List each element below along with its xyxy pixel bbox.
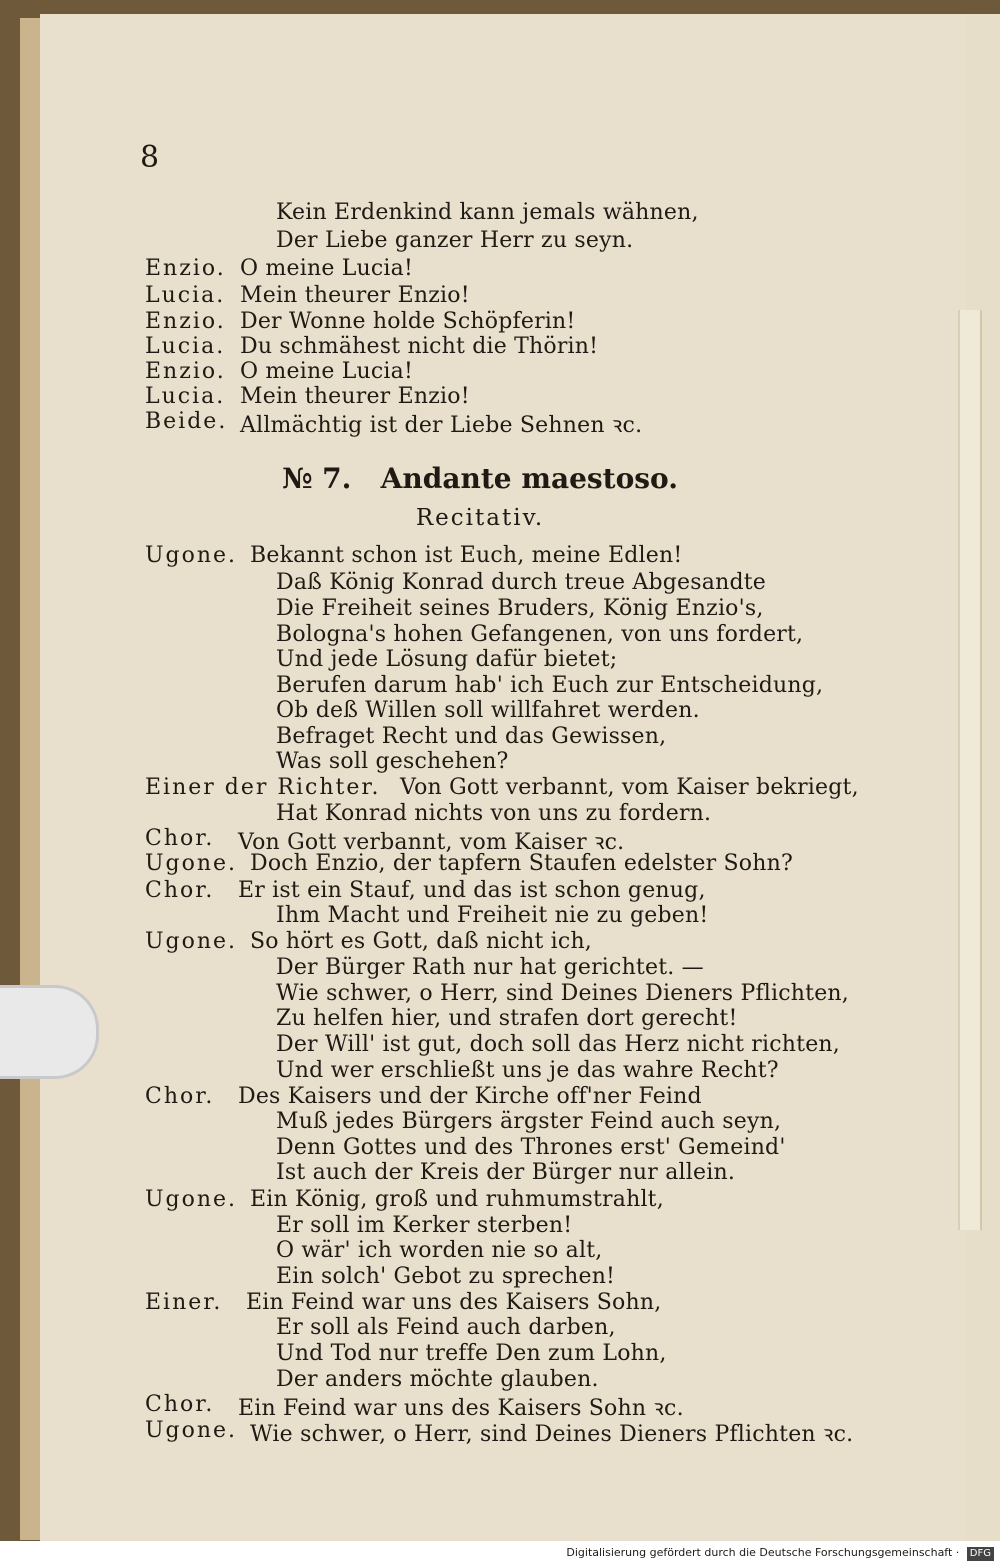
- page-clip: [0, 985, 99, 1079]
- speaker-name: Enzio.: [145, 256, 226, 281]
- speaker-name: Ugone.: [145, 851, 238, 876]
- speaker-name: Chor.: [145, 1392, 215, 1417]
- line-text: Und jede Lösung dafür bietet;: [276, 647, 618, 672]
- speaker-name: Beide.: [145, 409, 228, 434]
- speaker-name: Ugone.: [145, 543, 238, 568]
- speaker-name: Enzio.: [145, 359, 226, 384]
- line-text: Bologna's hohen Gefangenen, von uns fordert,: [276, 622, 804, 647]
- speaker-name: Chor.: [145, 1084, 215, 1109]
- section-number: № 7.: [282, 462, 352, 495]
- line-text: Ob deß Willen soll willfahret werden.: [276, 698, 700, 723]
- speaker-name: Ugone.: [145, 1187, 238, 1212]
- section-heading: [0, 462, 960, 495]
- speaker-name: Einer.: [145, 1290, 223, 1315]
- line-text: Wie schwer, o Herr, sind Deines Dieners Pflichten,: [276, 981, 849, 1006]
- line-text: Doch Enzio, der tapfern Staufen edelster Sohn?: [250, 851, 793, 876]
- line-text: Der Bürger Rath nur hat gerichtet. —: [276, 955, 704, 980]
- speaker-name: Chor.: [145, 826, 215, 851]
- line-text: Ihm Macht und Freiheit nie zu geben!: [276, 903, 709, 928]
- speaker-name: Lucia.: [145, 283, 226, 308]
- line-text: Wie schwer, o Herr, sind Deines Dieners Pflichten ꝛc.: [250, 1422, 854, 1447]
- line-text: Befraget Recht und das Gewissen,: [276, 724, 667, 749]
- line-text: Des Kaisers und der Kirche off'ner Feind: [238, 1084, 702, 1109]
- line-text: Er ist ein Stauf, und das ist schon genug,: [238, 878, 706, 903]
- line-text: Der Will' ist gut, doch soll das Herz nicht richten,: [276, 1032, 840, 1057]
- speaker-name: Lucia.: [145, 334, 226, 359]
- line-text: Muß jedes Bürgers ärgster Feind auch seyn,: [276, 1109, 782, 1134]
- line-text: So hört es Gott, daß nicht ich,: [250, 929, 593, 954]
- verse-line: Der Liebe ganzer Herr zu seyn.: [276, 228, 634, 253]
- verse-line: Kein Erdenkind kann jemals wähnen,: [276, 200, 699, 225]
- footer-text: Digitalisierung gefördert durch die Deutsche Forschungsgemeinschaft ·: [566, 1546, 960, 1559]
- line-text: Er soll als Feind auch darben,: [276, 1315, 616, 1340]
- dfg-logo: DFG: [967, 1547, 994, 1561]
- section-tempo: Andante maestoso.: [380, 462, 678, 495]
- line-text: Ein Feind war uns des Kaisers Sohn,: [246, 1290, 662, 1315]
- footer-bar: [0, 1541, 1000, 1565]
- line-text: O wär' ich worden nie so alt,: [276, 1238, 603, 1263]
- speaker-name: Einer der Richter.: [145, 775, 381, 800]
- line-text: Zu helfen hier, und strafen dort gerecht!: [276, 1006, 738, 1031]
- line-text: Hat Konrad nichts von uns zu fordern.: [276, 801, 712, 826]
- line-text: Was soll geschehen?: [276, 749, 509, 774]
- line-text: Ein Feind war uns des Kaisers Sohn ꝛc.: [238, 1396, 684, 1421]
- line-text: Berufen darum hab' ich Euch zur Entscheidung,: [276, 673, 824, 698]
- line-text: Denn Gottes und des Thrones erst' Gemeind': [276, 1135, 786, 1160]
- section-subtitle: Recitativ.: [415, 505, 545, 531]
- speaker-name: Lucia.: [145, 384, 226, 409]
- line-text: Und Tod nur treffe Den zum Lohn,: [276, 1341, 667, 1366]
- speaker-name: Ugone.: [145, 1418, 238, 1443]
- line-text: Er soll im Kerker sterben!: [276, 1213, 573, 1238]
- speaker-name: Enzio.: [145, 309, 226, 334]
- speaker-name: Ugone.: [145, 929, 238, 954]
- line-text: Ein solch' Gebot zu sprechen!: [276, 1264, 616, 1289]
- line-text: Von Gott verbannt, vom Kaiser ꝛc.: [238, 830, 625, 855]
- line-text: Der anders möchte glauben.: [276, 1367, 599, 1392]
- line-text: Ein König, groß und ruhmumstrahlt,: [250, 1187, 664, 1212]
- page-number: 8: [140, 140, 160, 175]
- line-text: Daß König Konrad durch treue Abgesandte: [276, 570, 766, 595]
- binding-thread: [958, 310, 982, 1230]
- line-text: Von Gott verbannt, vom Kaiser bekriegt,: [400, 775, 859, 800]
- line-text: Die Freiheit seines Bruders, König Enzio's,: [276, 596, 764, 621]
- line-text: Ist auch der Kreis der Bürger nur allein.: [276, 1160, 736, 1185]
- speaker-name: Chor.: [145, 878, 215, 903]
- line-text: Bekannt schon ist Euch, meine Edlen!: [250, 543, 683, 568]
- line-text: Und wer erschließt uns je das wahre Recht?: [276, 1058, 779, 1083]
